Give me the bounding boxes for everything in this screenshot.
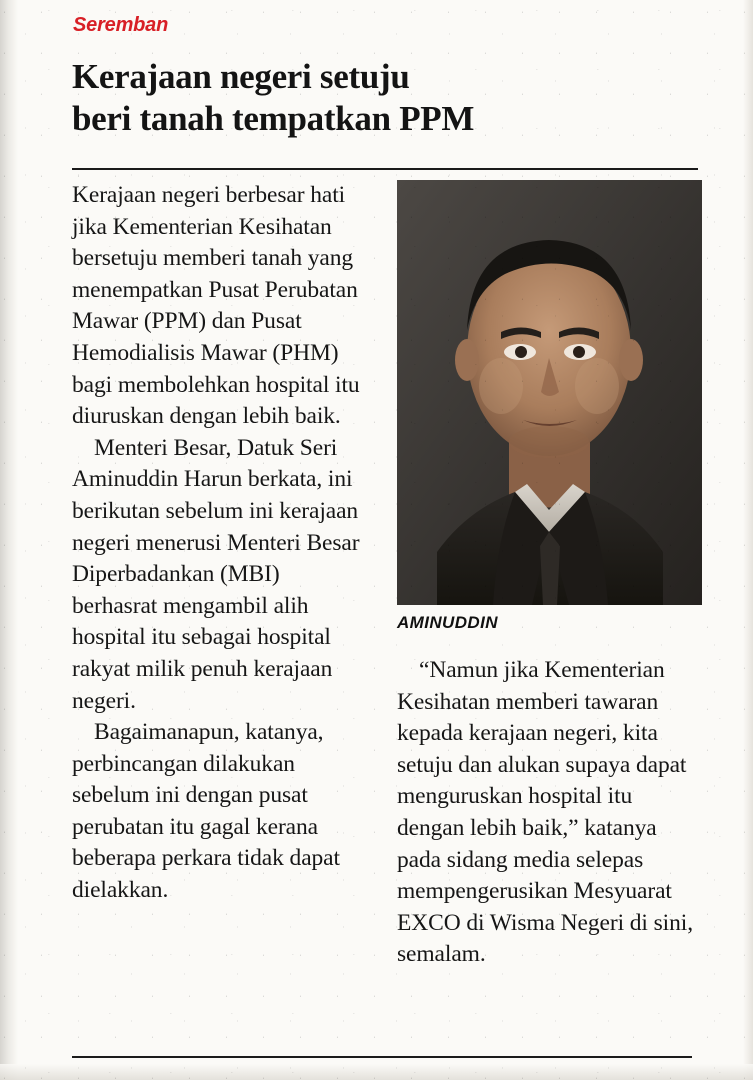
paragraph: Bagaimanapun, katanya, perbincangan dilakukan sebelum ini dengan pusat perubatan itu gagal kerana beberapa perkara tidak dapat dielakkan. xyxy=(72,719,340,904)
paragraph: “Namun jika Kementerian Kesihatan memberi tawaran kepada kerajaan negeri, kita setuju dan alukan supaya dapat menguruskan hospital itu dengan lebih baik,” katanya pada sidang media selepas mempengerusikan Mesyuarat EXCO di Wisma Negeri di sini, semalam. xyxy=(397,657,693,968)
left-column-body xyxy=(72,180,362,907)
article-photo xyxy=(397,180,702,605)
portrait-illustration xyxy=(397,180,702,605)
footer-divider-rule xyxy=(72,1056,692,1058)
scan-edge-shadow-left xyxy=(0,0,18,1080)
scan-edge-shadow-right xyxy=(743,0,753,1080)
headline-line-2: beri tanah tempatkan PPM xyxy=(72,99,475,138)
paragraph: Kerajaan negeri berbesar hati jika Kementerian Kesihatan bersetuju memberi tanah yang menempatkan Pusat Perubatan Mawar (PPM) dan Pusat Hemodialisis Mawar (PHM) bagi membolehkan hospital itu diuruskan dengan lebih baik. xyxy=(72,182,360,430)
paragraph: Menteri Besar, Datuk Seri Aminuddin Harun berkata, ini berikutan sebelum ini kerajaan negeri menerusi Menteri Besar Diperbadankan (MBI) berhasrat mengambil alih hospital itu sebagai hospital rakyat milik penuh kerajaan negeri. xyxy=(72,434,360,714)
article-kicker: Seremban xyxy=(73,14,169,36)
article-content xyxy=(60,0,710,1080)
headline-line-1: Kerajaan negeri setuju xyxy=(72,57,410,96)
column-right xyxy=(397,180,702,971)
article-headline xyxy=(72,56,632,140)
column-left xyxy=(72,180,362,907)
photo-caption: AMINUDDIN xyxy=(397,613,498,632)
right-column-body xyxy=(397,655,702,971)
headline-divider-rule xyxy=(72,168,698,170)
